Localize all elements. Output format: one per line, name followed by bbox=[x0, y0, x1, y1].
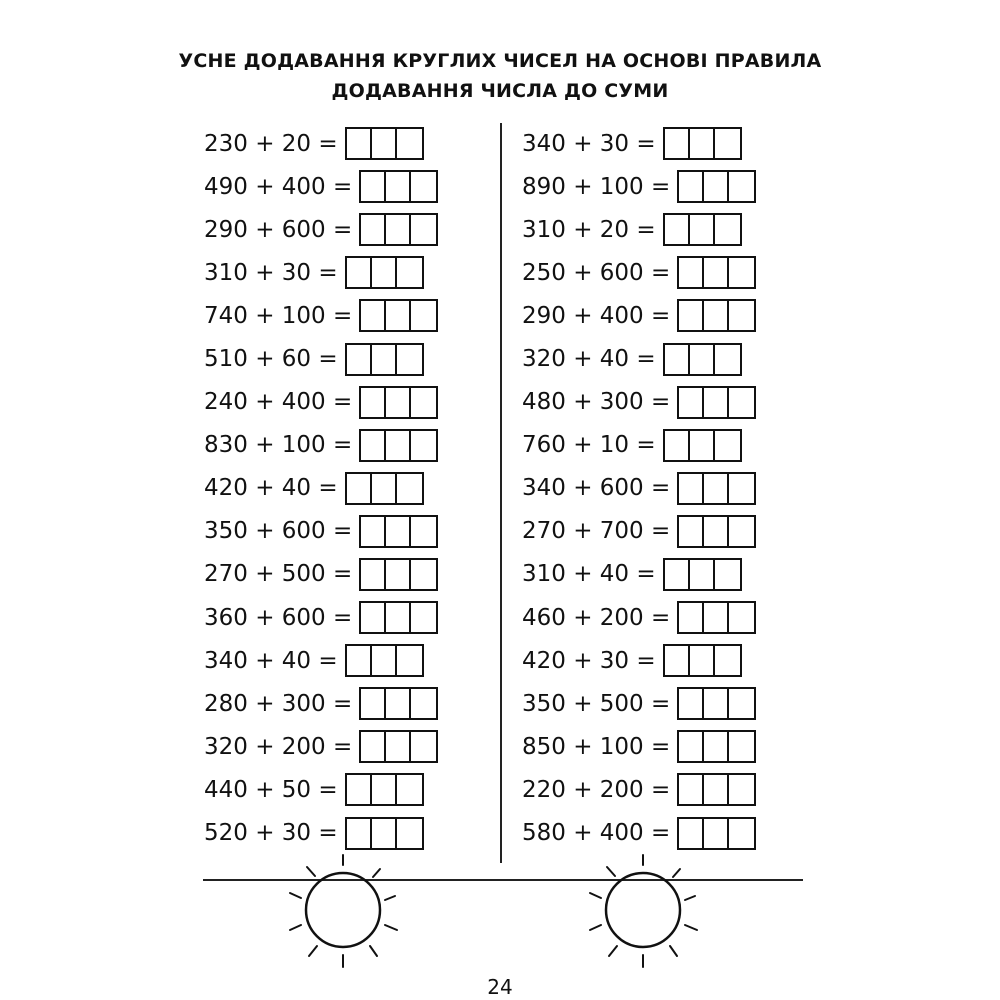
exercise-expression: 830 + 100 = bbox=[204, 432, 353, 459]
answer-digit-cell[interactable] bbox=[679, 517, 704, 546]
exercise-row bbox=[522, 251, 756, 294]
answer-digit-cell[interactable] bbox=[690, 215, 715, 244]
answer-box[interactable] bbox=[345, 472, 424, 505]
answer-box[interactable] bbox=[359, 730, 438, 763]
exercise-expression: 220 + 200 = bbox=[522, 776, 671, 803]
answer-digit-cell[interactable] bbox=[690, 560, 715, 589]
answer-digit-cell[interactable] bbox=[386, 689, 411, 718]
answer-box[interactable] bbox=[359, 170, 438, 203]
answer-box[interactable] bbox=[677, 515, 756, 548]
right-exercise-column bbox=[522, 122, 756, 855]
answer-digit-cell[interactable] bbox=[690, 129, 715, 158]
answer-digit-cell[interactable] bbox=[729, 732, 754, 761]
answer-digit-cell[interactable] bbox=[665, 646, 690, 675]
answer-digit-cell[interactable] bbox=[704, 258, 729, 287]
answer-digit-cell[interactable] bbox=[729, 689, 754, 718]
answer-box[interactable] bbox=[663, 644, 742, 677]
exercise-expression: 510 + 60 = bbox=[204, 346, 338, 373]
answer-digit-cell[interactable] bbox=[372, 258, 397, 287]
answer-box[interactable] bbox=[359, 429, 438, 462]
exercise-row bbox=[204, 251, 438, 294]
answer-box[interactable] bbox=[359, 386, 438, 419]
answer-digit-cell[interactable] bbox=[729, 603, 754, 632]
answer-digit-cell[interactable] bbox=[704, 517, 729, 546]
answer-digit-cell[interactable] bbox=[704, 689, 729, 718]
exercise-row bbox=[522, 812, 756, 855]
exercise-row bbox=[204, 639, 438, 682]
answer-digit-cell[interactable] bbox=[704, 732, 729, 761]
exercise-row bbox=[522, 596, 756, 639]
exercise-expression: 230 + 20 = bbox=[204, 130, 338, 157]
exercise-expression: 350 + 600 = bbox=[204, 518, 353, 545]
answer-digit-cell[interactable] bbox=[704, 172, 729, 201]
answer-digit-cell[interactable] bbox=[372, 129, 397, 158]
exercise-expression: 850 + 100 = bbox=[522, 733, 671, 760]
answer-digit-cell[interactable] bbox=[397, 646, 422, 675]
exercise-expression: 360 + 600 = bbox=[204, 604, 353, 631]
answer-digit-cell[interactable] bbox=[679, 819, 704, 848]
exercise-row bbox=[522, 768, 756, 811]
answer-box[interactable] bbox=[663, 343, 742, 376]
exercise-row bbox=[522, 725, 756, 768]
exercise-expression: 520 + 30 = bbox=[204, 820, 338, 847]
exercise-expression: 270 + 500 = bbox=[204, 561, 353, 588]
exercise-row bbox=[204, 725, 438, 768]
answer-digit-cell[interactable] bbox=[704, 603, 729, 632]
exercise-row bbox=[204, 208, 438, 251]
answer-box[interactable] bbox=[663, 127, 742, 160]
exercise-row bbox=[204, 165, 438, 208]
answer-digit-cell[interactable] bbox=[372, 345, 397, 374]
answer-digit-cell[interactable] bbox=[386, 431, 411, 460]
answer-box[interactable] bbox=[345, 773, 424, 806]
answer-digit-cell[interactable] bbox=[704, 775, 729, 804]
answer-digit-cell[interactable] bbox=[386, 517, 411, 546]
answer-digit-cell[interactable] bbox=[411, 689, 436, 718]
answer-digit-cell[interactable] bbox=[397, 129, 422, 158]
answer-digit-cell[interactable] bbox=[411, 560, 436, 589]
answer-digit-cell[interactable] bbox=[347, 345, 372, 374]
exercise-expression: 350 + 500 = bbox=[522, 690, 671, 717]
answer-box[interactable] bbox=[677, 472, 756, 505]
exercise-row bbox=[522, 510, 756, 553]
answer-box[interactable] bbox=[345, 256, 424, 289]
exercise-expression: 760 + 10 = bbox=[522, 432, 656, 459]
answer-digit-cell[interactable] bbox=[715, 215, 740, 244]
answer-digit-cell[interactable] bbox=[679, 474, 704, 503]
answer-digit-cell[interactable] bbox=[679, 301, 704, 330]
answer-digit-cell[interactable] bbox=[347, 474, 372, 503]
answer-digit-cell[interactable] bbox=[361, 732, 386, 761]
exercise-expression: 420 + 30 = bbox=[522, 647, 656, 674]
sun-icon bbox=[285, 850, 415, 980]
answer-digit-cell[interactable] bbox=[386, 215, 411, 244]
answer-digit-cell[interactable] bbox=[361, 301, 386, 330]
exercise-row bbox=[204, 553, 438, 596]
answer-box[interactable] bbox=[359, 299, 438, 332]
exercise-row bbox=[522, 682, 756, 725]
answer-box[interactable] bbox=[359, 213, 438, 246]
answer-box[interactable] bbox=[345, 644, 424, 677]
answer-digit-cell[interactable] bbox=[411, 732, 436, 761]
answer-digit-cell[interactable] bbox=[361, 388, 386, 417]
answer-box[interactable] bbox=[677, 256, 756, 289]
exercise-expression: 310 + 40 = bbox=[522, 561, 656, 588]
exercise-row bbox=[522, 424, 756, 467]
exercise-row bbox=[204, 337, 438, 380]
answer-digit-cell[interactable] bbox=[411, 215, 436, 244]
answer-digit-cell[interactable] bbox=[704, 474, 729, 503]
answer-box[interactable] bbox=[345, 817, 424, 850]
answer-box[interactable] bbox=[663, 213, 742, 246]
answer-digit-cell[interactable] bbox=[729, 775, 754, 804]
exercise-expression: 270 + 700 = bbox=[522, 518, 671, 545]
answer-digit-cell[interactable] bbox=[715, 560, 740, 589]
answer-digit-cell[interactable] bbox=[411, 388, 436, 417]
answer-digit-cell[interactable] bbox=[347, 775, 372, 804]
answer-digit-cell[interactable] bbox=[347, 646, 372, 675]
page-number: 24 bbox=[487, 975, 513, 999]
answer-digit-cell[interactable] bbox=[679, 689, 704, 718]
answer-box[interactable] bbox=[677, 687, 756, 720]
exercise-expression: 460 + 200 = bbox=[522, 604, 671, 631]
answer-digit-cell[interactable] bbox=[704, 301, 729, 330]
answer-box[interactable] bbox=[677, 601, 756, 634]
answer-digit-cell[interactable] bbox=[411, 301, 436, 330]
answer-digit-cell[interactable] bbox=[361, 172, 386, 201]
answer-box[interactable] bbox=[663, 429, 742, 462]
exercise-expression: 250 + 600 = bbox=[522, 259, 671, 286]
exercise-row bbox=[522, 381, 756, 424]
answer-digit-cell[interactable] bbox=[411, 603, 436, 632]
answer-digit-cell[interactable] bbox=[679, 775, 704, 804]
answer-digit-cell[interactable] bbox=[715, 129, 740, 158]
exercise-expression: 580 + 400 = bbox=[522, 820, 671, 847]
exercise-row bbox=[522, 208, 756, 251]
exercise-row bbox=[204, 596, 438, 639]
exercise-expression: 240 + 400 = bbox=[204, 389, 353, 416]
column-divider bbox=[500, 123, 502, 863]
exercise-row bbox=[204, 467, 438, 510]
answer-box[interactable] bbox=[345, 343, 424, 376]
exercise-expression: 310 + 30 = bbox=[204, 259, 338, 286]
exercise-row bbox=[204, 122, 438, 165]
answer-digit-cell[interactable] bbox=[361, 517, 386, 546]
answer-digit-cell[interactable] bbox=[690, 431, 715, 460]
exercise-row bbox=[204, 424, 438, 467]
answer-digit-cell[interactable] bbox=[386, 172, 411, 201]
answer-digit-cell[interactable] bbox=[347, 819, 372, 848]
answer-digit-cell[interactable] bbox=[386, 388, 411, 417]
answer-box[interactable] bbox=[359, 515, 438, 548]
answer-digit-cell[interactable] bbox=[665, 129, 690, 158]
answer-digit-cell[interactable] bbox=[665, 431, 690, 460]
exercise-expression: 740 + 100 = bbox=[204, 302, 353, 329]
exercise-expression: 320 + 200 = bbox=[204, 733, 353, 760]
answer-digit-cell[interactable] bbox=[372, 775, 397, 804]
answer-digit-cell[interactable] bbox=[386, 603, 411, 632]
answer-digit-cell[interactable] bbox=[704, 819, 729, 848]
answer-digit-cell[interactable] bbox=[729, 819, 754, 848]
exercise-row bbox=[204, 812, 438, 855]
exercise-row bbox=[522, 165, 756, 208]
answer-digit-cell[interactable] bbox=[361, 215, 386, 244]
answer-box[interactable] bbox=[677, 299, 756, 332]
answer-digit-cell[interactable] bbox=[372, 819, 397, 848]
answer-digit-cell[interactable] bbox=[715, 345, 740, 374]
answer-digit-cell[interactable] bbox=[679, 258, 704, 287]
answer-digit-cell[interactable] bbox=[729, 301, 754, 330]
answer-digit-cell[interactable] bbox=[347, 129, 372, 158]
answer-digit-cell[interactable] bbox=[386, 560, 411, 589]
answer-box[interactable] bbox=[677, 730, 756, 763]
answer-box[interactable] bbox=[663, 558, 742, 591]
answer-digit-cell[interactable] bbox=[386, 301, 411, 330]
answer-digit-cell[interactable] bbox=[361, 689, 386, 718]
exercise-expression: 440 + 50 = bbox=[204, 776, 338, 803]
exercise-expression: 290 + 600 = bbox=[204, 216, 353, 243]
answer-digit-cell[interactable] bbox=[361, 560, 386, 589]
answer-digit-cell[interactable] bbox=[397, 819, 422, 848]
answer-digit-cell[interactable] bbox=[665, 215, 690, 244]
exercise-expression: 340 + 600 = bbox=[522, 475, 671, 502]
answer-box[interactable] bbox=[359, 601, 438, 634]
answer-box[interactable] bbox=[359, 558, 438, 591]
exercise-row bbox=[522, 294, 756, 337]
answer-digit-cell[interactable] bbox=[665, 560, 690, 589]
exercise-row bbox=[522, 639, 756, 682]
exercise-expression: 320 + 40 = bbox=[522, 346, 656, 373]
answer-digit-cell[interactable] bbox=[397, 474, 422, 503]
answer-digit-cell[interactable] bbox=[729, 172, 754, 201]
exercise-row bbox=[522, 122, 756, 165]
answer-digit-cell[interactable] bbox=[729, 258, 754, 287]
exercise-row bbox=[522, 467, 756, 510]
exercise-expression: 420 + 40 = bbox=[204, 475, 338, 502]
answer-box[interactable] bbox=[677, 773, 756, 806]
page-title-line-2: ДОДАВАННЯ ЧИСЛА ДО СУМИ bbox=[331, 80, 669, 102]
exercise-expression: 340 + 30 = bbox=[522, 130, 656, 157]
answer-digit-cell[interactable] bbox=[679, 172, 704, 201]
answer-digit-cell[interactable] bbox=[715, 431, 740, 460]
exercise-row bbox=[204, 768, 438, 811]
exercise-expression: 280 + 300 = bbox=[204, 690, 353, 717]
answer-box[interactable] bbox=[677, 386, 756, 419]
answer-digit-cell[interactable] bbox=[361, 431, 386, 460]
left-exercise-column bbox=[204, 122, 438, 855]
answer-box[interactable] bbox=[345, 127, 424, 160]
exercise-row bbox=[522, 337, 756, 380]
answer-digit-cell[interactable] bbox=[715, 646, 740, 675]
exercise-row bbox=[204, 294, 438, 337]
answer-digit-cell[interactable] bbox=[411, 431, 436, 460]
page-title-line-1: УСНЕ ДОДАВАННЯ КРУГЛИХ ЧИСЕЛ НА ОСНОВІ ПРАВИЛА bbox=[178, 50, 822, 72]
answer-digit-cell[interactable] bbox=[729, 388, 754, 417]
exercise-row bbox=[204, 682, 438, 725]
answer-digit-cell[interactable] bbox=[690, 345, 715, 374]
exercise-expression: 490 + 400 = bbox=[204, 173, 353, 200]
answer-digit-cell[interactable] bbox=[729, 517, 754, 546]
exercise-expression: 310 + 20 = bbox=[522, 216, 656, 243]
answer-digit-cell[interactable] bbox=[372, 646, 397, 675]
answer-digit-cell[interactable] bbox=[372, 474, 397, 503]
exercise-expression: 480 + 300 = bbox=[522, 389, 671, 416]
answer-digit-cell[interactable] bbox=[679, 603, 704, 632]
sun-icon bbox=[585, 850, 715, 980]
answer-digit-cell[interactable] bbox=[679, 732, 704, 761]
answer-box[interactable] bbox=[359, 687, 438, 720]
answer-digit-cell[interactable] bbox=[729, 474, 754, 503]
answer-digit-cell[interactable] bbox=[679, 388, 704, 417]
answer-digit-cell[interactable] bbox=[386, 732, 411, 761]
answer-digit-cell[interactable] bbox=[704, 388, 729, 417]
exercise-row bbox=[204, 510, 438, 553]
answer-digit-cell[interactable] bbox=[347, 258, 372, 287]
answer-digit-cell[interactable] bbox=[397, 345, 422, 374]
exercise-expression: 890 + 100 = bbox=[522, 173, 671, 200]
answer-digit-cell[interactable] bbox=[665, 345, 690, 374]
answer-digit-cell[interactable] bbox=[397, 775, 422, 804]
answer-box[interactable] bbox=[677, 170, 756, 203]
answer-digit-cell[interactable] bbox=[397, 258, 422, 287]
exercise-row bbox=[522, 553, 756, 596]
answer-digit-cell[interactable] bbox=[411, 517, 436, 546]
exercise-expression: 340 + 40 = bbox=[204, 647, 338, 674]
answer-digit-cell[interactable] bbox=[361, 603, 386, 632]
exercise-row bbox=[204, 381, 438, 424]
answer-digit-cell[interactable] bbox=[411, 172, 436, 201]
answer-digit-cell[interactable] bbox=[690, 646, 715, 675]
answer-box[interactable] bbox=[677, 817, 756, 850]
exercise-expression: 290 + 400 = bbox=[522, 302, 671, 329]
